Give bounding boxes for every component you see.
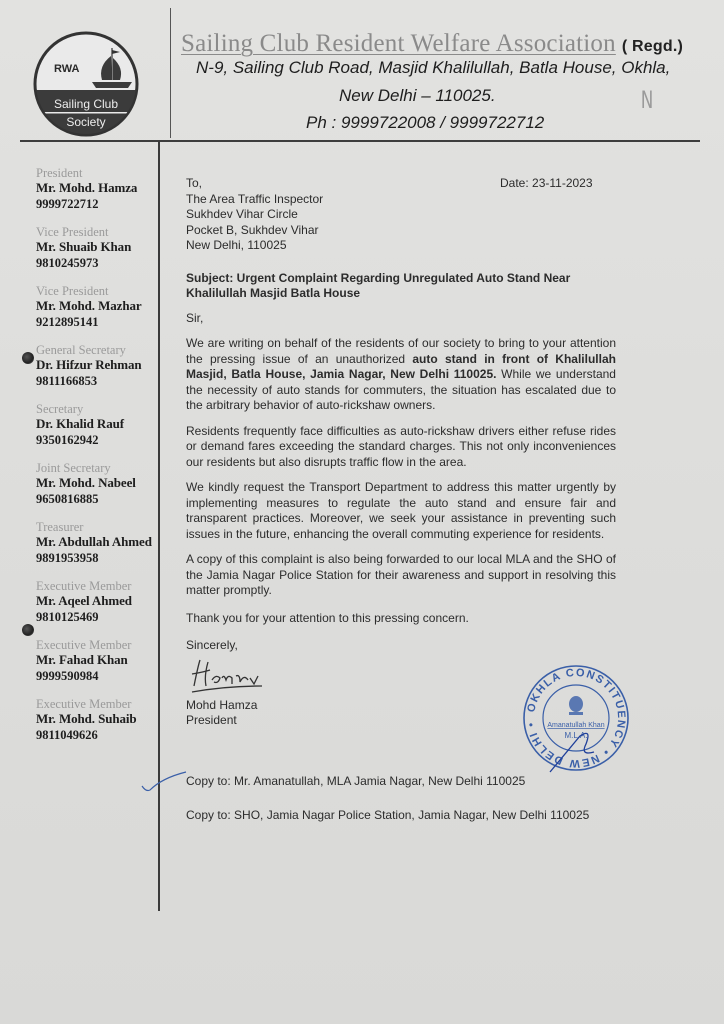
member-role: Secretary — [36, 402, 84, 416]
office-bearer — [36, 166, 156, 212]
letter-body — [186, 176, 616, 728]
paragraph-1-text: We are writing on behalf of the residents of our society to bring to your attention the pressing issue of an unauthorized — [186, 336, 616, 366]
stamp-ring-text: OKHLA CONSTITUENCY • NEW DELHI • — [525, 666, 628, 770]
letter-subject: Subject: Urgent Complaint Regarding Unregulated Auto Stand Near Khalilullah Masjid Batla House — [186, 270, 571, 300]
copy-to-line: Copy to: Mr. Amanatullah, MLA Jamia Nagar, New Delhi 110025 — [186, 774, 526, 788]
office-bearer — [36, 225, 156, 271]
header-divider-vertical — [170, 8, 171, 138]
recipient-line: New Delhi, 110025 — [186, 238, 287, 252]
regd-label: ( Regd.) — [621, 38, 683, 55]
member-phone: 9810245973 — [36, 256, 99, 270]
stamp-name: Amanatullah Khan — [547, 722, 605, 729]
paragraph-4: A copy of this complaint is also being forwarded to our local MLA and the SHO of the Jamia Nagar Police Station for their awareness and support in resolving this matter promptly. — [186, 552, 616, 597]
member-role: General Secretary — [36, 343, 126, 357]
member-name: Mr. Abdullah Ahmed — [36, 534, 152, 549]
member-role: Vice President — [36, 284, 109, 298]
paragraph-1 — [186, 336, 616, 414]
logo-bottom-text: Society — [66, 115, 106, 129]
member-role: Executive Member — [36, 579, 132, 593]
copy-to-line: Copy to: SHO, Jamia Nagar Police Station, Jamia Nagar, New Delhi 110025 — [186, 808, 590, 822]
org-title: Sailing Club Resident Welfare Association — [181, 30, 616, 57]
emblem-icon — [569, 696, 583, 715]
member-name: Mr. Aqeel Ahmed — [36, 593, 132, 608]
member-phone: 9350162942 — [36, 433, 99, 447]
recipient-block — [186, 176, 616, 254]
paragraph-3: We kindly request the Transport Department to address this matter urgently by implementing measures to regulate the auto stand and ensure fair and transparent practices. Moreover, we seek your assistance in preventing such issues in the future, enhancing the overall commuting experience for residents. — [186, 480, 616, 541]
org-phone: Ph : 9999722008 / 9999722712 — [306, 113, 545, 132]
logo-band-text: Sailing Club — [53, 97, 119, 111]
member-phone: 9811049626 — [36, 728, 98, 742]
letter-date: Date: 23-11-2023 — [500, 176, 593, 190]
punch-hole — [22, 624, 34, 636]
recipient-line: Pocket B, Sukhdev Vihar — [186, 222, 319, 237]
mla-stamp — [520, 662, 632, 774]
paragraph-2: Residents frequently face difficulties as auto-rickshaw drivers either refuse rides or demand fares exceeding the standard charges. This not only inconveniences our residents but also disrupts traffic flow in the area. — [186, 423, 616, 469]
member-phone: 9999590984 — [36, 669, 99, 683]
recipient-line: The Area Traffic Inspector — [186, 191, 324, 206]
closing-line: Thank you for your attention to this pressing concern. — [186, 610, 469, 625]
office-bearer — [36, 461, 156, 507]
member-phone: 9891953958 — [36, 551, 99, 565]
member-name: Mr. Mohd. Suhaib — [36, 711, 137, 726]
office-bearer — [36, 579, 156, 625]
signer-name: Mohd Hamza — [186, 698, 258, 712]
member-name: Mr. Fahad Khan — [36, 652, 128, 667]
org-name — [181, 30, 683, 58]
punch-hole — [22, 352, 34, 364]
sign-off: Sincerely, — [186, 638, 238, 652]
rwa-logo — [32, 30, 140, 138]
member-phone: 9999722712 — [36, 197, 99, 211]
logo-top-text: RWA — [54, 63, 80, 75]
handwritten-mark: N — [640, 86, 654, 114]
member-name: Dr. Hifzur Rehman — [36, 357, 142, 372]
member-name: Mr. Mohd. Hamza — [36, 180, 138, 195]
member-role: Joint Secretary — [36, 461, 111, 475]
member-name: Mr. Mohd. Nabeel — [36, 475, 136, 490]
member-role: President — [36, 166, 83, 180]
member-phone: 9212895141 — [36, 315, 99, 329]
office-bearer — [36, 402, 156, 448]
office-bearer — [36, 343, 156, 389]
member-name: Dr. Khalid Rauf — [36, 416, 124, 431]
paragraph-1-text-end: While we understand the necessity of auto stands for commuters, the situation has escalated due to the arbitrary behavior of auto-rickshaw owners. — [186, 367, 616, 412]
address-line-2: New Delhi – 110025. — [339, 86, 496, 105]
member-name: Mr. Mohd. Mazhar — [36, 298, 142, 313]
address-line-1: N-9, Sailing Club Road, Masjid Khalilullah, Batla House, Okhla, — [196, 58, 671, 77]
office-bearer — [36, 697, 156, 743]
signer-title: President — [186, 713, 237, 727]
member-role: Executive Member — [36, 697, 132, 711]
stamp-title: M.L.A. — [564, 731, 588, 740]
member-role: Vice President — [36, 225, 109, 239]
office-bearers-list — [36, 166, 156, 756]
salutation: Sir, — [186, 310, 204, 325]
paragraph-1-bold: auto stand in front of Khalilullah Masjid, Batla House, Jamia Nagar, New Delhi 110025. — [186, 351, 616, 381]
member-role: Treasurer — [36, 520, 84, 534]
office-bearer — [36, 284, 156, 330]
header-divider-horizontal — [20, 140, 700, 142]
check-mark-icon — [140, 768, 190, 798]
member-phone: 9810125469 — [36, 610, 99, 624]
svg-text:OKHLA CONSTITUENCY • NEW DELHI — [525, 667, 627, 769]
member-phone: 9811166853 — [36, 374, 98, 388]
member-phone: 9650816885 — [36, 492, 99, 506]
office-bearer — [36, 520, 156, 566]
recipient-line: To, — [186, 176, 203, 190]
signature — [186, 656, 276, 694]
office-bearer — [36, 638, 156, 684]
member-role: Executive Member — [36, 638, 132, 652]
member-name: Mr. Shuaib Khan — [36, 239, 132, 254]
recipient-line: Sukhdev Vihar Circle — [186, 207, 298, 221]
